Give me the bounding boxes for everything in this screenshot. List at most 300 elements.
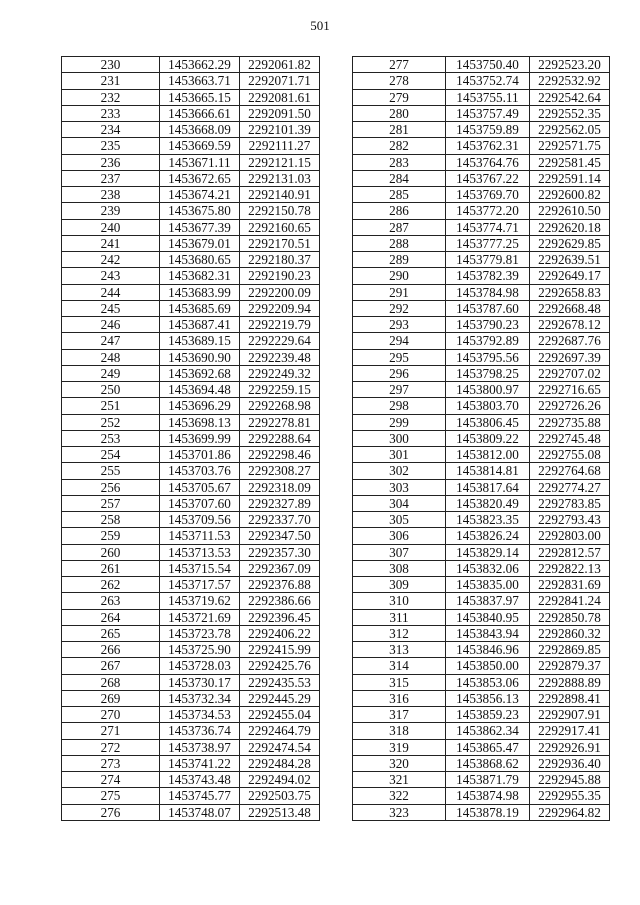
y-coordinate-cell: 2292707.02 <box>530 365 610 381</box>
y-coordinate-cell: 2292860.32 <box>530 625 610 641</box>
point-number-cell: 266 <box>62 642 160 658</box>
y-coordinate-cell: 2292610.50 <box>530 203 610 219</box>
y-coordinate-cell: 2292170.51 <box>240 235 320 251</box>
table-row <box>62 707 320 723</box>
y-coordinate-cell: 2292121.15 <box>240 154 320 170</box>
y-coordinate-cell: 2292803.00 <box>530 528 610 544</box>
x-coordinate-cell: 1453694.48 <box>160 382 240 398</box>
table-row <box>62 219 320 235</box>
x-coordinate-cell: 1453719.62 <box>160 593 240 609</box>
table-row <box>353 707 610 723</box>
table-row <box>353 447 610 463</box>
y-coordinate-cell: 2292131.03 <box>240 170 320 186</box>
y-coordinate-cell: 2292841.24 <box>530 593 610 609</box>
table-row <box>62 479 320 495</box>
y-coordinate-cell: 2292337.70 <box>240 512 320 528</box>
y-coordinate-cell: 2292812.57 <box>530 544 610 560</box>
x-coordinate-cell: 1453767.22 <box>446 170 530 186</box>
y-coordinate-cell: 2292697.39 <box>530 349 610 365</box>
table-row <box>62 414 320 430</box>
coordinates-table-right <box>352 56 610 821</box>
table-row <box>62 544 320 560</box>
table-row <box>353 57 610 73</box>
y-coordinate-cell: 2292600.82 <box>530 187 610 203</box>
table-row <box>62 317 320 333</box>
point-number-cell: 258 <box>62 512 160 528</box>
point-number-cell: 312 <box>353 625 446 641</box>
table-row <box>353 739 610 755</box>
table-row <box>353 414 610 430</box>
table-row <box>353 690 610 706</box>
x-coordinate-cell: 1453823.35 <box>446 512 530 528</box>
table-row <box>353 138 610 154</box>
x-coordinate-cell: 1453812.00 <box>446 447 530 463</box>
point-number-cell: 281 <box>353 122 446 138</box>
table-row <box>62 73 320 89</box>
table-row <box>62 593 320 609</box>
point-number-cell: 248 <box>62 349 160 365</box>
table-row <box>353 625 610 641</box>
x-coordinate-cell: 1453748.07 <box>160 804 240 820</box>
point-number-cell: 256 <box>62 479 160 495</box>
point-number-cell: 319 <box>353 739 446 755</box>
point-number-cell: 274 <box>62 772 160 788</box>
x-coordinate-cell: 1453750.40 <box>446 57 530 73</box>
x-coordinate-cell: 1453829.14 <box>446 544 530 560</box>
table-row <box>353 772 610 788</box>
x-coordinate-cell: 1453709.56 <box>160 512 240 528</box>
x-coordinate-cell: 1453850.00 <box>446 658 530 674</box>
point-number-cell: 289 <box>353 252 446 268</box>
table-row <box>353 203 610 219</box>
point-number-cell: 240 <box>62 219 160 235</box>
point-number-cell: 309 <box>353 577 446 593</box>
y-coordinate-cell: 2292474.54 <box>240 739 320 755</box>
x-coordinate-cell: 1453680.65 <box>160 252 240 268</box>
x-coordinate-cell: 1453732.34 <box>160 690 240 706</box>
point-number-cell: 314 <box>353 658 446 674</box>
y-coordinate-cell: 2292249.32 <box>240 365 320 381</box>
x-coordinate-cell: 1453874.98 <box>446 788 530 804</box>
y-coordinate-cell: 2292445.29 <box>240 690 320 706</box>
y-coordinate-cell: 2292755.08 <box>530 447 610 463</box>
y-coordinate-cell: 2292936.40 <box>530 755 610 771</box>
table-row <box>353 235 610 251</box>
table-row <box>62 300 320 316</box>
point-number-cell: 284 <box>353 170 446 186</box>
y-coordinate-cell: 2292357.30 <box>240 544 320 560</box>
x-coordinate-cell: 1453769.70 <box>446 187 530 203</box>
table-row <box>62 577 320 593</box>
table-row <box>353 268 610 284</box>
x-coordinate-cell: 1453806.45 <box>446 414 530 430</box>
table-row <box>353 495 610 511</box>
table-row <box>353 154 610 170</box>
point-number-cell: 250 <box>62 382 160 398</box>
y-coordinate-cell: 2292464.79 <box>240 723 320 739</box>
point-number-cell: 268 <box>62 674 160 690</box>
point-number-cell: 282 <box>353 138 446 154</box>
table-row <box>62 642 320 658</box>
x-coordinate-cell: 1453809.22 <box>446 430 530 446</box>
point-number-cell: 271 <box>62 723 160 739</box>
y-coordinate-cell: 2292484.28 <box>240 755 320 771</box>
y-coordinate-cell: 2292061.82 <box>240 57 320 73</box>
table-body <box>353 57 610 821</box>
y-coordinate-cell: 2292318.09 <box>240 479 320 495</box>
table-row <box>62 268 320 284</box>
x-coordinate-cell: 1453734.53 <box>160 707 240 723</box>
y-coordinate-cell: 2292888.89 <box>530 674 610 690</box>
point-number-cell: 308 <box>353 560 446 576</box>
point-number-cell: 315 <box>353 674 446 690</box>
x-coordinate-cell: 1453738.97 <box>160 739 240 755</box>
x-coordinate-cell: 1453713.53 <box>160 544 240 560</box>
x-coordinate-cell: 1453725.90 <box>160 642 240 658</box>
y-coordinate-cell: 2292200.09 <box>240 284 320 300</box>
point-number-cell: 237 <box>62 170 160 186</box>
point-number-cell: 316 <box>353 690 446 706</box>
table-row <box>62 658 320 674</box>
y-coordinate-cell: 2292406.22 <box>240 625 320 641</box>
point-number-cell: 320 <box>353 755 446 771</box>
point-number-cell: 257 <box>62 495 160 511</box>
table-row <box>353 89 610 105</box>
table-row <box>353 284 610 300</box>
y-coordinate-cell: 2292503.75 <box>240 788 320 804</box>
point-number-cell: 236 <box>62 154 160 170</box>
x-coordinate-cell: 1453674.21 <box>160 187 240 203</box>
point-number-cell: 231 <box>62 73 160 89</box>
point-number-cell: 246 <box>62 317 160 333</box>
table-row <box>62 625 320 641</box>
point-number-cell: 244 <box>62 284 160 300</box>
x-coordinate-cell: 1453777.25 <box>446 235 530 251</box>
x-coordinate-cell: 1453672.65 <box>160 170 240 186</box>
point-number-cell: 306 <box>353 528 446 544</box>
table-row <box>353 463 610 479</box>
table-row <box>353 609 610 625</box>
y-coordinate-cell: 2292822.13 <box>530 560 610 576</box>
x-coordinate-cell: 1453782.39 <box>446 268 530 284</box>
y-coordinate-cell: 2292793.43 <box>530 512 610 528</box>
table-row <box>62 57 320 73</box>
point-number-cell: 247 <box>62 333 160 349</box>
x-coordinate-cell: 1453685.69 <box>160 300 240 316</box>
table-row <box>62 170 320 186</box>
point-number-cell: 267 <box>62 658 160 674</box>
x-coordinate-cell: 1453878.19 <box>446 804 530 820</box>
point-number-cell: 242 <box>62 252 160 268</box>
point-number-cell: 251 <box>62 398 160 414</box>
point-number-cell: 290 <box>353 268 446 284</box>
point-number-cell: 287 <box>353 219 446 235</box>
y-coordinate-cell: 2292239.48 <box>240 349 320 365</box>
table-body <box>62 57 320 821</box>
y-coordinate-cell: 2292658.83 <box>530 284 610 300</box>
table-row <box>62 739 320 755</box>
y-coordinate-cell: 2292774.27 <box>530 479 610 495</box>
table-row <box>62 235 320 251</box>
point-number-cell: 264 <box>62 609 160 625</box>
y-coordinate-cell: 2292140.91 <box>240 187 320 203</box>
x-coordinate-cell: 1453696.29 <box>160 398 240 414</box>
point-number-cell: 302 <box>353 463 446 479</box>
point-number-cell: 286 <box>353 203 446 219</box>
y-coordinate-cell: 2292745.48 <box>530 430 610 446</box>
y-coordinate-cell: 2292435.53 <box>240 674 320 690</box>
x-coordinate-cell: 1453730.17 <box>160 674 240 690</box>
x-coordinate-cell: 1453774.71 <box>446 219 530 235</box>
y-coordinate-cell: 2292926.91 <box>530 739 610 755</box>
table-row <box>62 430 320 446</box>
x-coordinate-cell: 1453692.68 <box>160 365 240 381</box>
y-coordinate-cell: 2292071.71 <box>240 73 320 89</box>
y-coordinate-cell: 2292945.88 <box>530 772 610 788</box>
y-coordinate-cell: 2292219.79 <box>240 317 320 333</box>
x-coordinate-cell: 1453721.69 <box>160 609 240 625</box>
table-row <box>62 138 320 154</box>
x-coordinate-cell: 1453784.98 <box>446 284 530 300</box>
y-coordinate-cell: 2292726.26 <box>530 398 610 414</box>
point-number-cell: 230 <box>62 57 160 73</box>
point-number-cell: 317 <box>353 707 446 723</box>
y-coordinate-cell: 2292494.02 <box>240 772 320 788</box>
y-coordinate-cell: 2292764.68 <box>530 463 610 479</box>
y-coordinate-cell: 2292687.76 <box>530 333 610 349</box>
point-number-cell: 263 <box>62 593 160 609</box>
point-number-cell: 292 <box>353 300 446 316</box>
table-row <box>353 187 610 203</box>
point-number-cell: 233 <box>62 105 160 121</box>
table-row <box>353 593 610 609</box>
table-row <box>62 674 320 690</box>
table-row <box>353 528 610 544</box>
table-row <box>62 804 320 820</box>
table-row <box>353 333 610 349</box>
x-coordinate-cell: 1453865.47 <box>446 739 530 755</box>
y-coordinate-cell: 2292639.51 <box>530 252 610 268</box>
point-number-cell: 298 <box>353 398 446 414</box>
table-row <box>62 333 320 349</box>
x-coordinate-cell: 1453745.77 <box>160 788 240 804</box>
x-coordinate-cell: 1453665.15 <box>160 89 240 105</box>
x-coordinate-cell: 1453856.13 <box>446 690 530 706</box>
x-coordinate-cell: 1453703.76 <box>160 463 240 479</box>
y-coordinate-cell: 2292735.88 <box>530 414 610 430</box>
y-coordinate-cell: 2292081.61 <box>240 89 320 105</box>
point-number-cell: 291 <box>353 284 446 300</box>
x-coordinate-cell: 1453843.94 <box>446 625 530 641</box>
table-row <box>353 804 610 820</box>
x-coordinate-cell: 1453817.64 <box>446 479 530 495</box>
x-coordinate-cell: 1453677.39 <box>160 219 240 235</box>
point-number-cell: 313 <box>353 642 446 658</box>
point-number-cell: 293 <box>353 317 446 333</box>
point-number-cell: 318 <box>353 723 446 739</box>
table-row <box>62 772 320 788</box>
table-row <box>62 495 320 511</box>
point-number-cell: 305 <box>353 512 446 528</box>
point-number-cell: 241 <box>62 235 160 251</box>
y-coordinate-cell: 2292591.14 <box>530 170 610 186</box>
point-number-cell: 275 <box>62 788 160 804</box>
x-coordinate-cell: 1453663.71 <box>160 73 240 89</box>
x-coordinate-cell: 1453741.22 <box>160 755 240 771</box>
y-coordinate-cell: 2292523.20 <box>530 57 610 73</box>
table-row <box>353 658 610 674</box>
point-number-cell: 239 <box>62 203 160 219</box>
y-coordinate-cell: 2292229.64 <box>240 333 320 349</box>
y-coordinate-cell: 2292327.89 <box>240 495 320 511</box>
table-row <box>353 479 610 495</box>
table-row <box>62 154 320 170</box>
y-coordinate-cell: 2292150.78 <box>240 203 320 219</box>
table-row <box>62 349 320 365</box>
x-coordinate-cell: 1453689.15 <box>160 333 240 349</box>
x-coordinate-cell: 1453795.56 <box>446 349 530 365</box>
point-number-cell: 310 <box>353 593 446 609</box>
x-coordinate-cell: 1453705.67 <box>160 479 240 495</box>
x-coordinate-cell: 1453800.97 <box>446 382 530 398</box>
point-number-cell: 299 <box>353 414 446 430</box>
point-number-cell: 265 <box>62 625 160 641</box>
point-number-cell: 279 <box>353 89 446 105</box>
y-coordinate-cell: 2292367.09 <box>240 560 320 576</box>
y-coordinate-cell: 2292831.69 <box>530 577 610 593</box>
point-number-cell: 283 <box>353 154 446 170</box>
table-row <box>62 365 320 381</box>
x-coordinate-cell: 1453790.23 <box>446 317 530 333</box>
table-row <box>353 398 610 414</box>
x-coordinate-cell: 1453723.78 <box>160 625 240 641</box>
x-coordinate-cell: 1453662.29 <box>160 57 240 73</box>
x-coordinate-cell: 1453798.25 <box>446 365 530 381</box>
y-coordinate-cell: 2292532.92 <box>530 73 610 89</box>
y-coordinate-cell: 2292850.78 <box>530 609 610 625</box>
y-coordinate-cell: 2292288.64 <box>240 430 320 446</box>
point-number-cell: 245 <box>62 300 160 316</box>
x-coordinate-cell: 1453757.49 <box>446 105 530 121</box>
table-row <box>62 755 320 771</box>
x-coordinate-cell: 1453792.89 <box>446 333 530 349</box>
x-coordinate-cell: 1453669.59 <box>160 138 240 154</box>
y-coordinate-cell: 2292552.35 <box>530 105 610 121</box>
point-number-cell: 249 <box>62 365 160 381</box>
point-number-cell: 262 <box>62 577 160 593</box>
table-row <box>62 398 320 414</box>
point-number-cell: 297 <box>353 382 446 398</box>
x-coordinate-cell: 1453701.86 <box>160 447 240 463</box>
table-row <box>353 560 610 576</box>
point-number-cell: 253 <box>62 430 160 446</box>
x-coordinate-cell: 1453826.24 <box>446 528 530 544</box>
x-coordinate-cell: 1453840.95 <box>446 609 530 625</box>
table-row <box>353 382 610 398</box>
x-coordinate-cell: 1453814.81 <box>446 463 530 479</box>
table-row <box>62 187 320 203</box>
table-row <box>62 609 320 625</box>
y-coordinate-cell: 2292180.37 <box>240 252 320 268</box>
point-number-cell: 322 <box>353 788 446 804</box>
page-number: 501 <box>310 18 330 33</box>
point-number-cell: 311 <box>353 609 446 625</box>
table-row <box>353 122 610 138</box>
point-number-cell: 252 <box>62 414 160 430</box>
y-coordinate-cell: 2292907.91 <box>530 707 610 723</box>
table-row <box>62 528 320 544</box>
x-coordinate-cell: 1453868.62 <box>446 755 530 771</box>
table-row <box>353 170 610 186</box>
x-coordinate-cell: 1453846.96 <box>446 642 530 658</box>
point-number-cell: 277 <box>353 57 446 73</box>
table-row <box>62 447 320 463</box>
table-row <box>353 723 610 739</box>
point-number-cell: 280 <box>353 105 446 121</box>
y-coordinate-cell: 2292101.39 <box>240 122 320 138</box>
y-coordinate-cell: 2292917.41 <box>530 723 610 739</box>
y-coordinate-cell: 2292376.88 <box>240 577 320 593</box>
point-number-cell: 285 <box>353 187 446 203</box>
x-coordinate-cell: 1453835.00 <box>446 577 530 593</box>
table-row <box>353 300 610 316</box>
table-row <box>353 349 610 365</box>
x-coordinate-cell: 1453736.74 <box>160 723 240 739</box>
x-coordinate-cell: 1453699.99 <box>160 430 240 446</box>
table-row <box>353 674 610 690</box>
table-row <box>353 105 610 121</box>
point-number-cell: 288 <box>353 235 446 251</box>
y-coordinate-cell: 2292869.85 <box>530 642 610 658</box>
y-coordinate-cell: 2292542.64 <box>530 89 610 105</box>
table-row <box>353 365 610 381</box>
point-number-cell: 303 <box>353 479 446 495</box>
point-number-cell: 304 <box>353 495 446 511</box>
x-coordinate-cell: 1453862.34 <box>446 723 530 739</box>
x-coordinate-cell: 1453803.70 <box>446 398 530 414</box>
point-number-cell: 272 <box>62 739 160 755</box>
table-row <box>62 723 320 739</box>
point-number-cell: 270 <box>62 707 160 723</box>
point-number-cell: 235 <box>62 138 160 154</box>
x-coordinate-cell: 1453762.31 <box>446 138 530 154</box>
table-row <box>353 430 610 446</box>
x-coordinate-cell: 1453717.57 <box>160 577 240 593</box>
y-coordinate-cell: 2292425.76 <box>240 658 320 674</box>
y-coordinate-cell: 2292160.65 <box>240 219 320 235</box>
point-number-cell: 232 <box>62 89 160 105</box>
x-coordinate-cell: 1453853.06 <box>446 674 530 690</box>
x-coordinate-cell: 1453690.90 <box>160 349 240 365</box>
y-coordinate-cell: 2292278.81 <box>240 414 320 430</box>
point-number-cell: 269 <box>62 690 160 706</box>
table-row <box>62 105 320 121</box>
point-number-cell: 276 <box>62 804 160 820</box>
table-row <box>62 463 320 479</box>
x-coordinate-cell: 1453832.06 <box>446 560 530 576</box>
table-row <box>62 382 320 398</box>
coordinates-table-left <box>61 56 320 821</box>
y-coordinate-cell: 2292190.23 <box>240 268 320 284</box>
y-coordinate-cell: 2292562.05 <box>530 122 610 138</box>
y-coordinate-cell: 2292111.27 <box>240 138 320 154</box>
point-number-cell: 243 <box>62 268 160 284</box>
y-coordinate-cell: 2292678.12 <box>530 317 610 333</box>
y-coordinate-cell: 2292513.48 <box>240 804 320 820</box>
y-coordinate-cell: 2292955.35 <box>530 788 610 804</box>
x-coordinate-cell: 1453779.81 <box>446 252 530 268</box>
x-coordinate-cell: 1453764.76 <box>446 154 530 170</box>
